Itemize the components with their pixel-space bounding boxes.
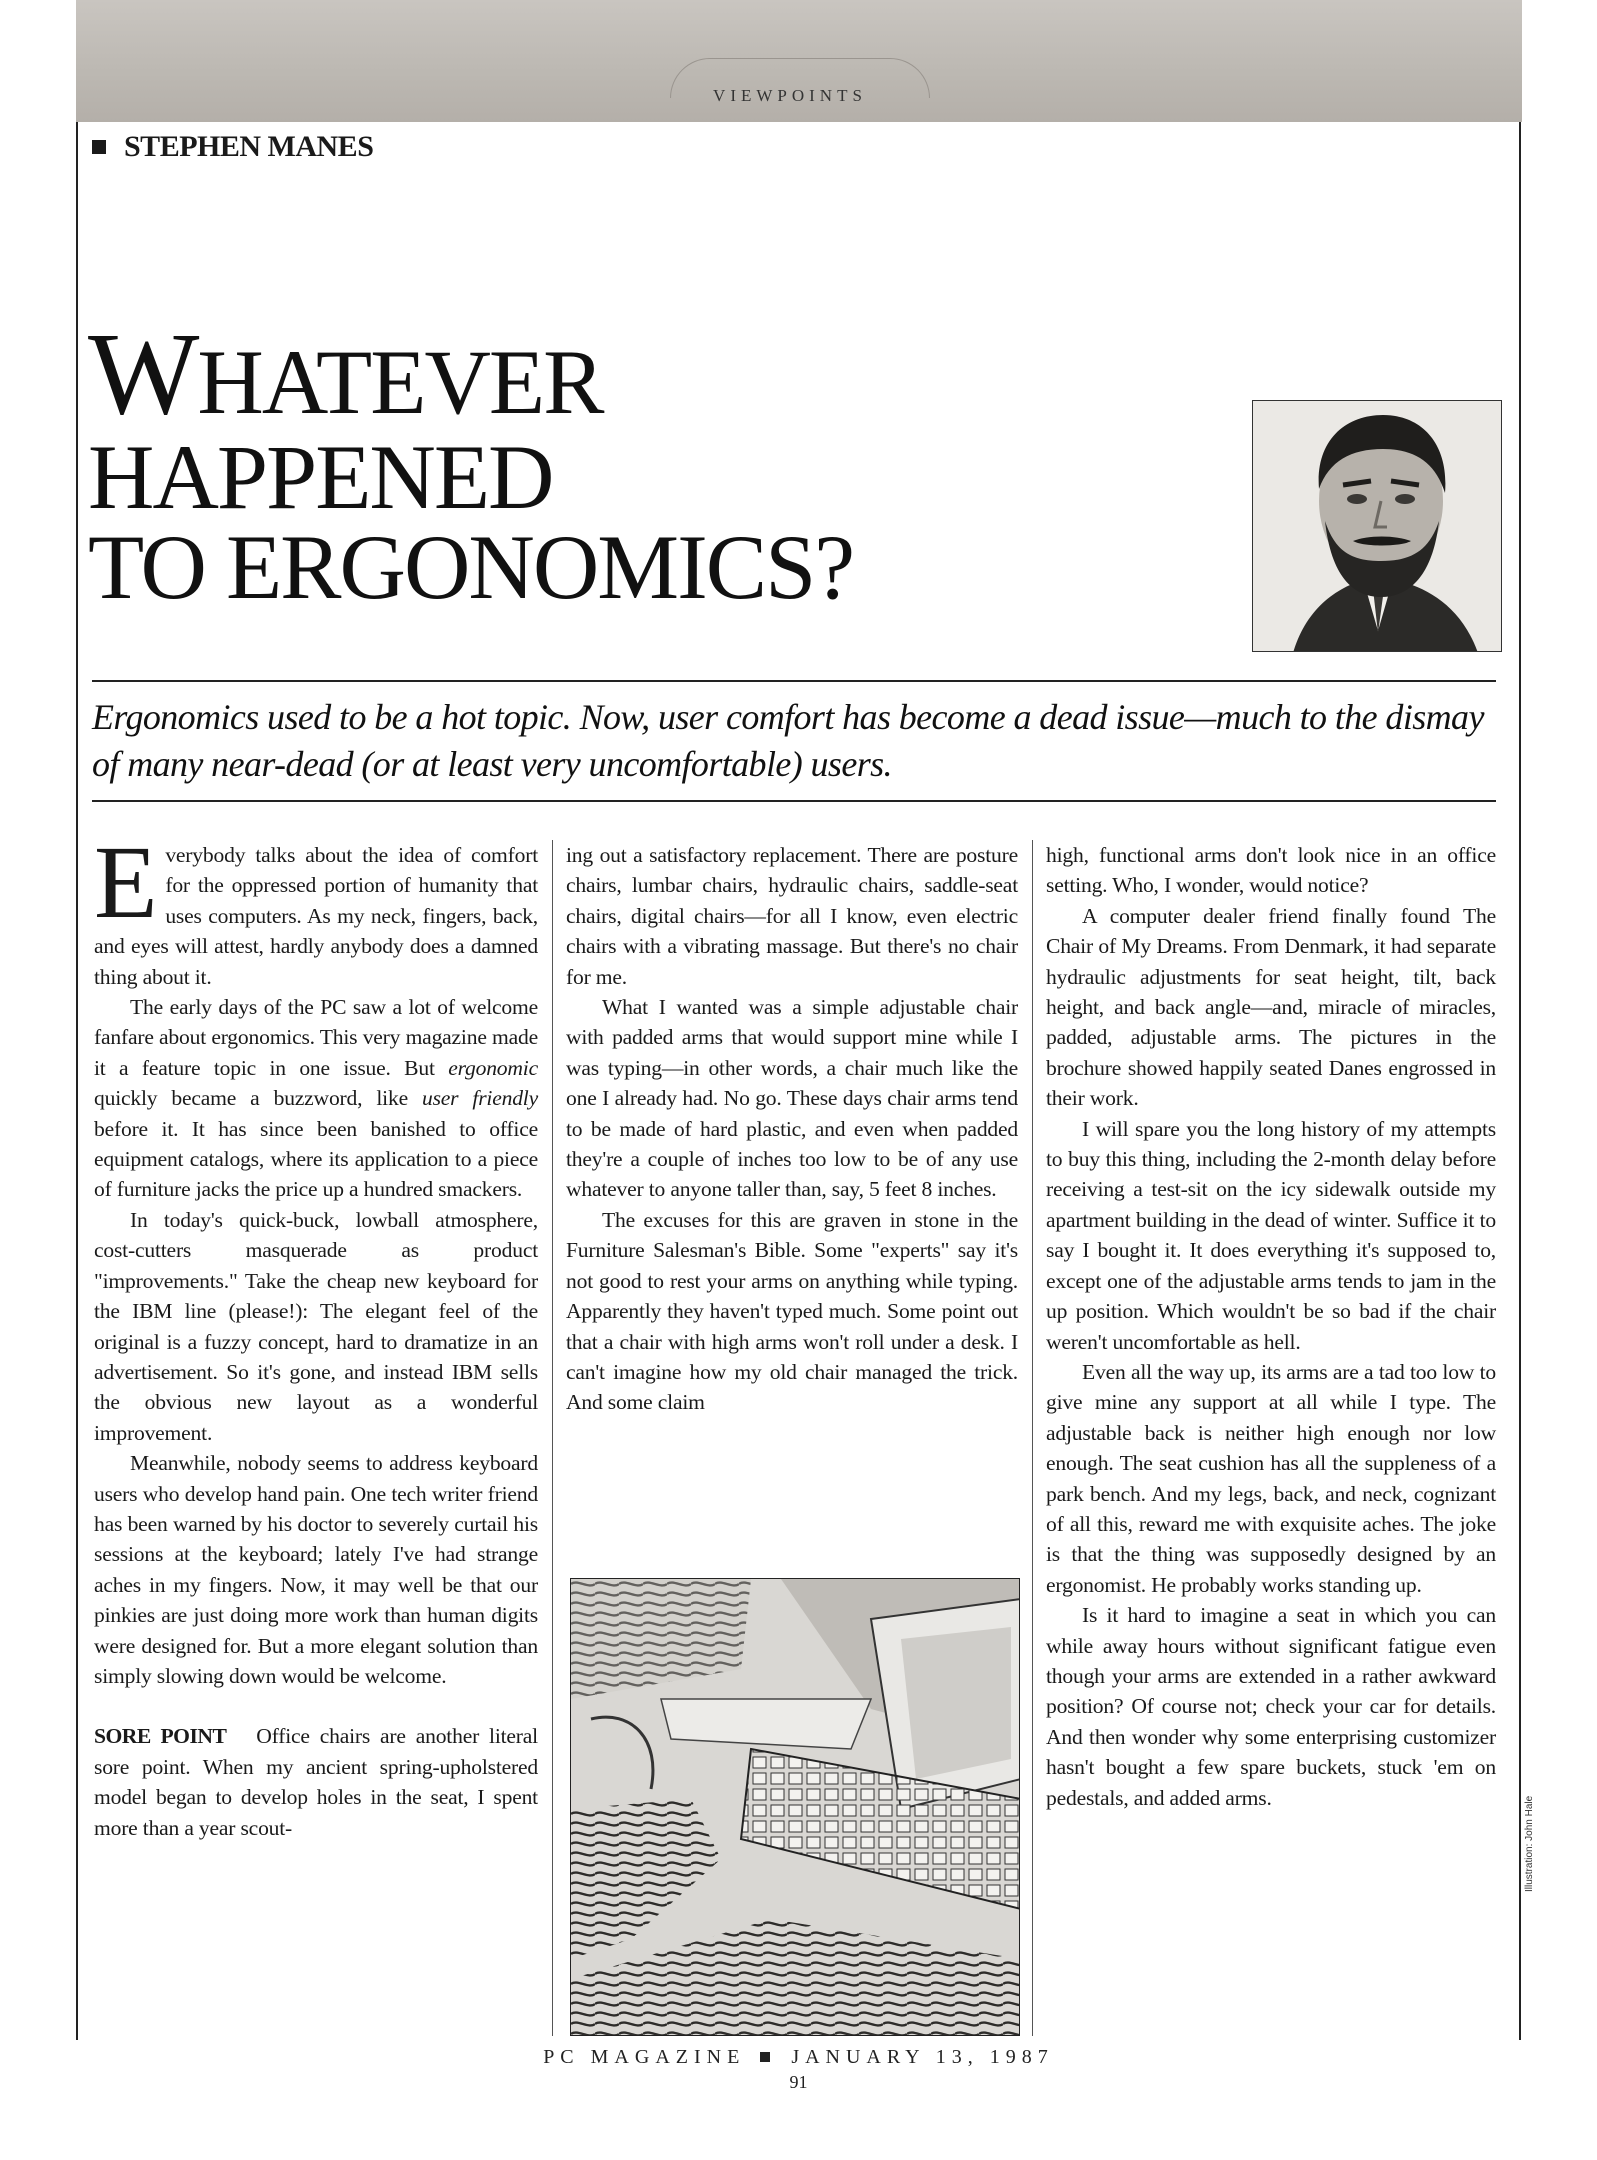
page-footer [0, 2046, 1597, 2069]
paragraph: The early days of the PC saw a lot of welcome fanfare about ergonomics. This very magazine made it a feature topic in one issue. But ergonomic quickly became a buzzword, like user friendly before it. It has since been banished to office equipment catalogs, where its application to a piece of furniture jacks the price up a hundred smackers. [94, 995, 538, 1202]
paragraph: In today's quick-buck, lowball atmosphere, cost-cutters masquerade as product "improvements." Take the cheap new keyboard for the IBM line (please!): The elegant feel of the original is a fuzzy concept, hard to dramatize in an advertisement. So it's gone, and instead IBM sells the obvious new layout as a wonderful improvement. [94, 1207, 538, 1445]
illustration-credit: Illustration: John Hale [1524, 1795, 1535, 1892]
drop-cap: E [94, 825, 158, 940]
footer-date: JANUARY 13, 1987 [791, 2046, 1054, 2068]
paragraph: Even all the way up, its arms are a tad too low to give mine any support at all while I type. The adjustable back is neither high enough nor low enough. The seat cushion has all the suppleness of a park bench. And my legs, back, and neck, cognizant of all this, reward me with exquisite aches. The joke is that the thing was supposedly designed by an ergonomist. He probably works standing up. [1046, 1359, 1496, 1597]
title-line-3: TO ERGONOMICS? [88, 515, 854, 618]
left-column-rule [76, 122, 78, 2040]
subhead: SORE POINT [94, 1724, 227, 1749]
bullet-square-icon [760, 2052, 770, 2062]
page-number: 91 [789, 2072, 808, 2092]
author-portrait [1252, 400, 1502, 652]
article-column-2 [566, 840, 1018, 1418]
section-label: VIEWPOINTS [713, 86, 867, 105]
byline [92, 130, 373, 164]
deck-rule-bottom [92, 800, 1496, 802]
page-title [88, 308, 1208, 618]
column-divider [552, 840, 553, 2036]
paragraph: ing out a satisfactory replacement. There are posture chairs, lumbar chairs, hydraulic chairs, saddle-seat chairs, digital chairs—for all I know, even electric chairs with a vibrating massage. But there's no chair for me. [566, 843, 1018, 989]
author-name: STEPHEN MANES [124, 130, 374, 163]
paragraph: SORE POINT Office chairs are another literal sore point. When my ancient spring-upholstered model began to develop holes in the seat, I spent more than a year scout- [94, 1724, 538, 1840]
portrait-illustration [1253, 401, 1502, 652]
paragraph: Meanwhile, nobody seems to address keyboard users who develop hand pain. One tech writer friend has been warned by his doctor to severely curtail his sessions at the keyboard; lately I've had strange aches in my fingers. Now, it may well be that our pinkies are just doing more work than human digits were designed for. But a more elegant solution than simply slowing down would be welcome. [94, 1451, 538, 1688]
title-line-1-rest: HATEVER [197, 331, 603, 433]
paragraph: What I wanted was a simple adjustable chair with padded arms that would support mine while I was typing—in other words, a chair much like the one I already had. No go. These days chair arms tend to be made of hard plastic, and even when padded they're a couple of inches too low to be of any use whatever to anyone taller than, say, 5 feet 8 inches. [566, 995, 1018, 1202]
paragraph: A computer dealer friend finally found The Chair of My Dreams. From Denmark, it had separate hydraulic adjustments for seat height, tilt, back height, and back angle—and, miracle of miracles, padded, adjustable arms. The pictures in the brochure showed happily seated Danes engrossed in their work. [1046, 903, 1496, 1111]
footer-magazine: PC MAGAZINE [543, 2046, 746, 2068]
right-column-rule [1519, 122, 1521, 2040]
chair-keyboard-illustration [570, 1578, 1020, 2036]
title-line-1 [88, 308, 1208, 439]
article-column-1 [94, 825, 538, 1843]
paragraph: Everybody talks about the idea of comfort for the oppressed portion of humanity that uses computers. As my neck, fingers, back, and eyes will attest, hardly anybody does a damned thing about it. [94, 825, 538, 989]
deck-rule-top [92, 680, 1496, 682]
illustration-art [571, 1579, 1020, 2036]
title-line-2: HAPPENED [88, 425, 553, 528]
column-divider [1032, 840, 1033, 2036]
deck-subtitle: Ergonomics used to be a hot topic. Now, user comfort has become a dead issue—much to the dismay of many near-dead (or at least very uncomfortable) users. [92, 697, 1484, 784]
bullet-square-icon [92, 140, 106, 154]
article-column-3 [1046, 840, 1496, 1813]
paragraph: The excuses for this are graven in stone in the Furniture Salesman's Bible. Some "experts" say it's not good to rest your arms on anything while typing. Apparently they haven't typed much. Some point out that a chair with high arms won't roll under a desk. I can't imagine how my old chair managed the trick. And some claim [566, 1207, 1018, 1415]
paragraph: I will spare you the long history of my attempts to buy this thing, including the 2-month delay before receiving a test-sit on the icy sidewalk outside my apartment building in the dead of winter. Suffice it to say I bought it. It does everything it's supposed to, except one of the adjustable arms tends to jam in the up position. Which wouldn't be so bad if the chair weren't uncomfortable as hell. [1046, 1116, 1496, 1354]
paragraph: Is it hard to imagine a seat in which you can while away hours without significant fatigue even though your arms are extended in a rather awkward position? Of course not; check your car for details. And then wonder why some enterprising customizer hasn't bought a few spare buckets, stuck 'em on pedestals, and added arms. [1046, 1603, 1496, 1810]
title-initial: W [88, 308, 198, 439]
paragraph: high, functional arms don't look nice in an office setting. Who, I wonder, would notice? [1046, 843, 1496, 898]
